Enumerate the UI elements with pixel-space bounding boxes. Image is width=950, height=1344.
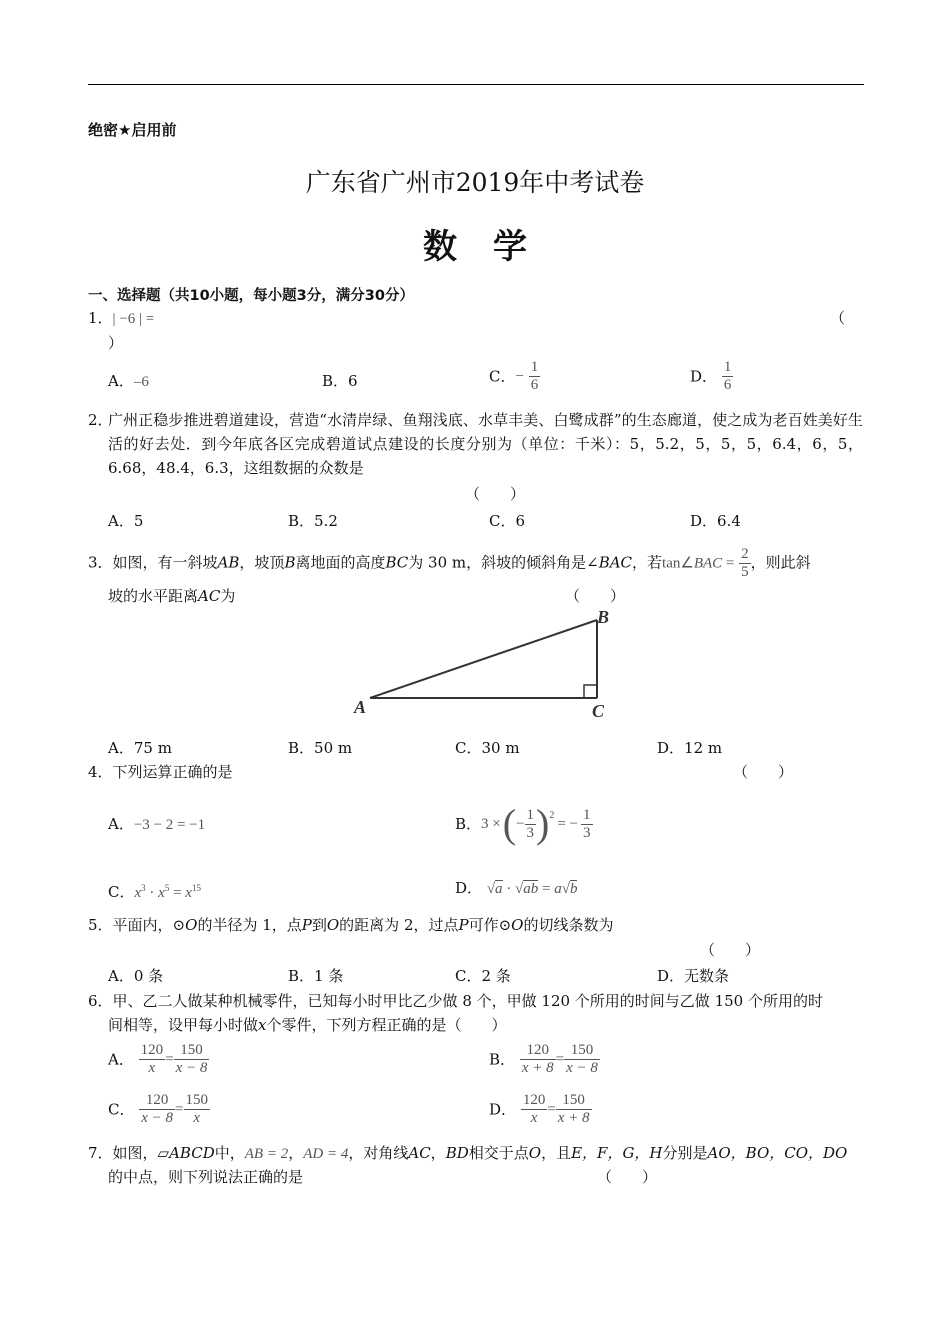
fraction: $\frac{2}{5}$ [741, 546, 749, 580]
question-1-paren-close: ） [108, 334, 124, 352]
question-7-stem-line2: 的中点，则下列说法正确的是 [108, 1168, 304, 1186]
question-5-paren: （ ） [700, 941, 761, 959]
fraction: $\frac{1}{3}$ [583, 806, 591, 841]
question-2-number: 2． [88, 411, 113, 429]
fraction: $\frac{150}{x - 8}$ [566, 1042, 598, 1076]
question-6-stem-line2: 间相等，设甲每小时做x个零件，下列方程正确的是（ ） [108, 1016, 507, 1034]
question-2-stem: 广州正稳步推进碧道建设，营造“水清岸绿、鱼翔浅底、水草丰美、白鹭成群”的生态廊道，使之成为老百姓美好生活的好去处．到今年底各区完成碧道试点建设的长度分别为（单位：千米）：5，5.2，5，5，5，6.4，6，5，6.68，48.4，6.3，这组数据的众数是 [108, 411, 863, 477]
fraction: $\frac{150}{x - 8}$ [175, 1042, 208, 1076]
question-4-paren: （ ） [733, 763, 794, 781]
vertex-b-label: B [597, 607, 610, 627]
fraction: $\frac{1}{6}$ [530, 359, 539, 393]
question-2-paren: （ ） [465, 485, 526, 503]
fraction: $\frac{1}{6}$ [723, 359, 732, 393]
top-rule [88, 84, 864, 85]
question-1-option-c: C．− $\frac{1}{6}$ [489, 359, 539, 393]
exam-title: 广东省广州市2019年中考试卷 [305, 168, 645, 197]
question-5-option-c: C．2 条 [455, 967, 511, 985]
question-4-option-d: D． √a · √ab = a√b [455, 879, 578, 897]
question-5-option-a: A．0 条 [108, 967, 164, 985]
triangle-figure [350, 605, 620, 725]
question-5-stem: 5．平面内，⊙O的半径为 1，点P到O的距离为 2，过点P可作⊙O的切线条数为 [88, 916, 614, 934]
section-heading: 一、选择题（共10小题，每小题3分，满分30分） [88, 288, 414, 304]
question-4-option-b: B． 3 × ( − $\frac{1}{3}$ ) $^2$ = − $\frac{1}{3}$ [455, 801, 591, 846]
question-1-paren-open: （ [830, 309, 846, 327]
question-3-option-a: A．75 m [108, 739, 172, 757]
question-2-option-a: A．5 [108, 512, 144, 530]
fraction: $\frac{120}{x}$ [140, 1042, 164, 1076]
question-6-option-b: B． $\frac{120}{x + 8}$ = $\frac{150}{x - 8}$ [489, 1042, 598, 1076]
subject-title: 数学 [423, 227, 563, 267]
fraction: $\frac{1}{3}$ [526, 806, 535, 841]
question-6-option-a: A． $\frac{120}{x}$ = $\frac{150}{x - 8}$ [108, 1042, 208, 1076]
question-6-option-d: D． $\frac{120}{x}$ = $\frac{150}{x + 8}$ [489, 1092, 590, 1126]
question-3-stem-line2: 坡的水平距离AC为 [108, 587, 236, 605]
right-angle-mark [584, 685, 597, 698]
fraction: $\frac{120}{x - 8}$ [141, 1092, 174, 1126]
side-ab [370, 620, 597, 698]
question-5-option-b: B．1 条 [288, 967, 344, 985]
confidential-label: 绝密★启用前 [88, 121, 177, 139]
question-6-stem-line1: 6．甲、乙二人做某种机械零件，已知每小时甲比乙少做 8 个，甲做 120 个所用的时间与乙做 150 个所用的时 [88, 992, 823, 1010]
question-1-stem: 1．| −6 | = [88, 309, 155, 327]
question-2-option-c: C．6 [489, 512, 526, 530]
question-7-stem-line1: 7．如图，▱ABCD中，AB = 2，AD = 4，对角线AC，BD相交于点O，且E，F，G，H分别是AO，BO，CO，DO [88, 1144, 848, 1162]
question-1-option-d: D． $\frac{1}{6}$ [690, 359, 732, 393]
question-7-paren: （ ） [597, 1168, 658, 1186]
question-3-paren: （ ） [565, 587, 626, 605]
fraction: $\frac{150}{x}$ [185, 1092, 209, 1126]
question-1-option-b: B．6 [322, 372, 358, 390]
vertex-a-label: A [354, 697, 367, 717]
question-3-option-b: B．50 m [288, 739, 353, 757]
question-3-option-d: D．12 m [657, 739, 723, 757]
question-2-option-b: B．5.2 [288, 512, 338, 530]
question-1-option-a: A．–6 [108, 372, 149, 390]
fraction: $\frac{120}{x}$ [522, 1092, 546, 1126]
question-4-stem: 4．下列运算正确的是 [88, 763, 233, 781]
question-6-option-c: C． $\frac{120}{x - 8}$ = $\frac{150}{x}$ [108, 1092, 209, 1126]
fraction: $\frac{120}{x + 8}$ [521, 1042, 554, 1076]
vertex-c-label: C [592, 701, 605, 721]
question-2-option-d: D．6.4 [690, 512, 741, 530]
question-5-option-d: D．无数条 [657, 967, 730, 985]
question-4-option-a: A．−3 − 2 = −1 [108, 815, 206, 833]
question-4-option-c: C．$x^3 \cdot x^5 = x^{15}$ [108, 883, 201, 901]
question-3-stem-line1: 3．如图，有一斜坡AB，坡顶B离地面的高度BC为 30 m，斜坡的倾斜角是∠BAC，若tan∠BAC = $\frac{2}{5}$ ，则此斜 [88, 546, 811, 580]
question-3-option-c: C．30 m [455, 739, 520, 757]
fraction: $\frac{150}{x + 8}$ [557, 1092, 590, 1126]
